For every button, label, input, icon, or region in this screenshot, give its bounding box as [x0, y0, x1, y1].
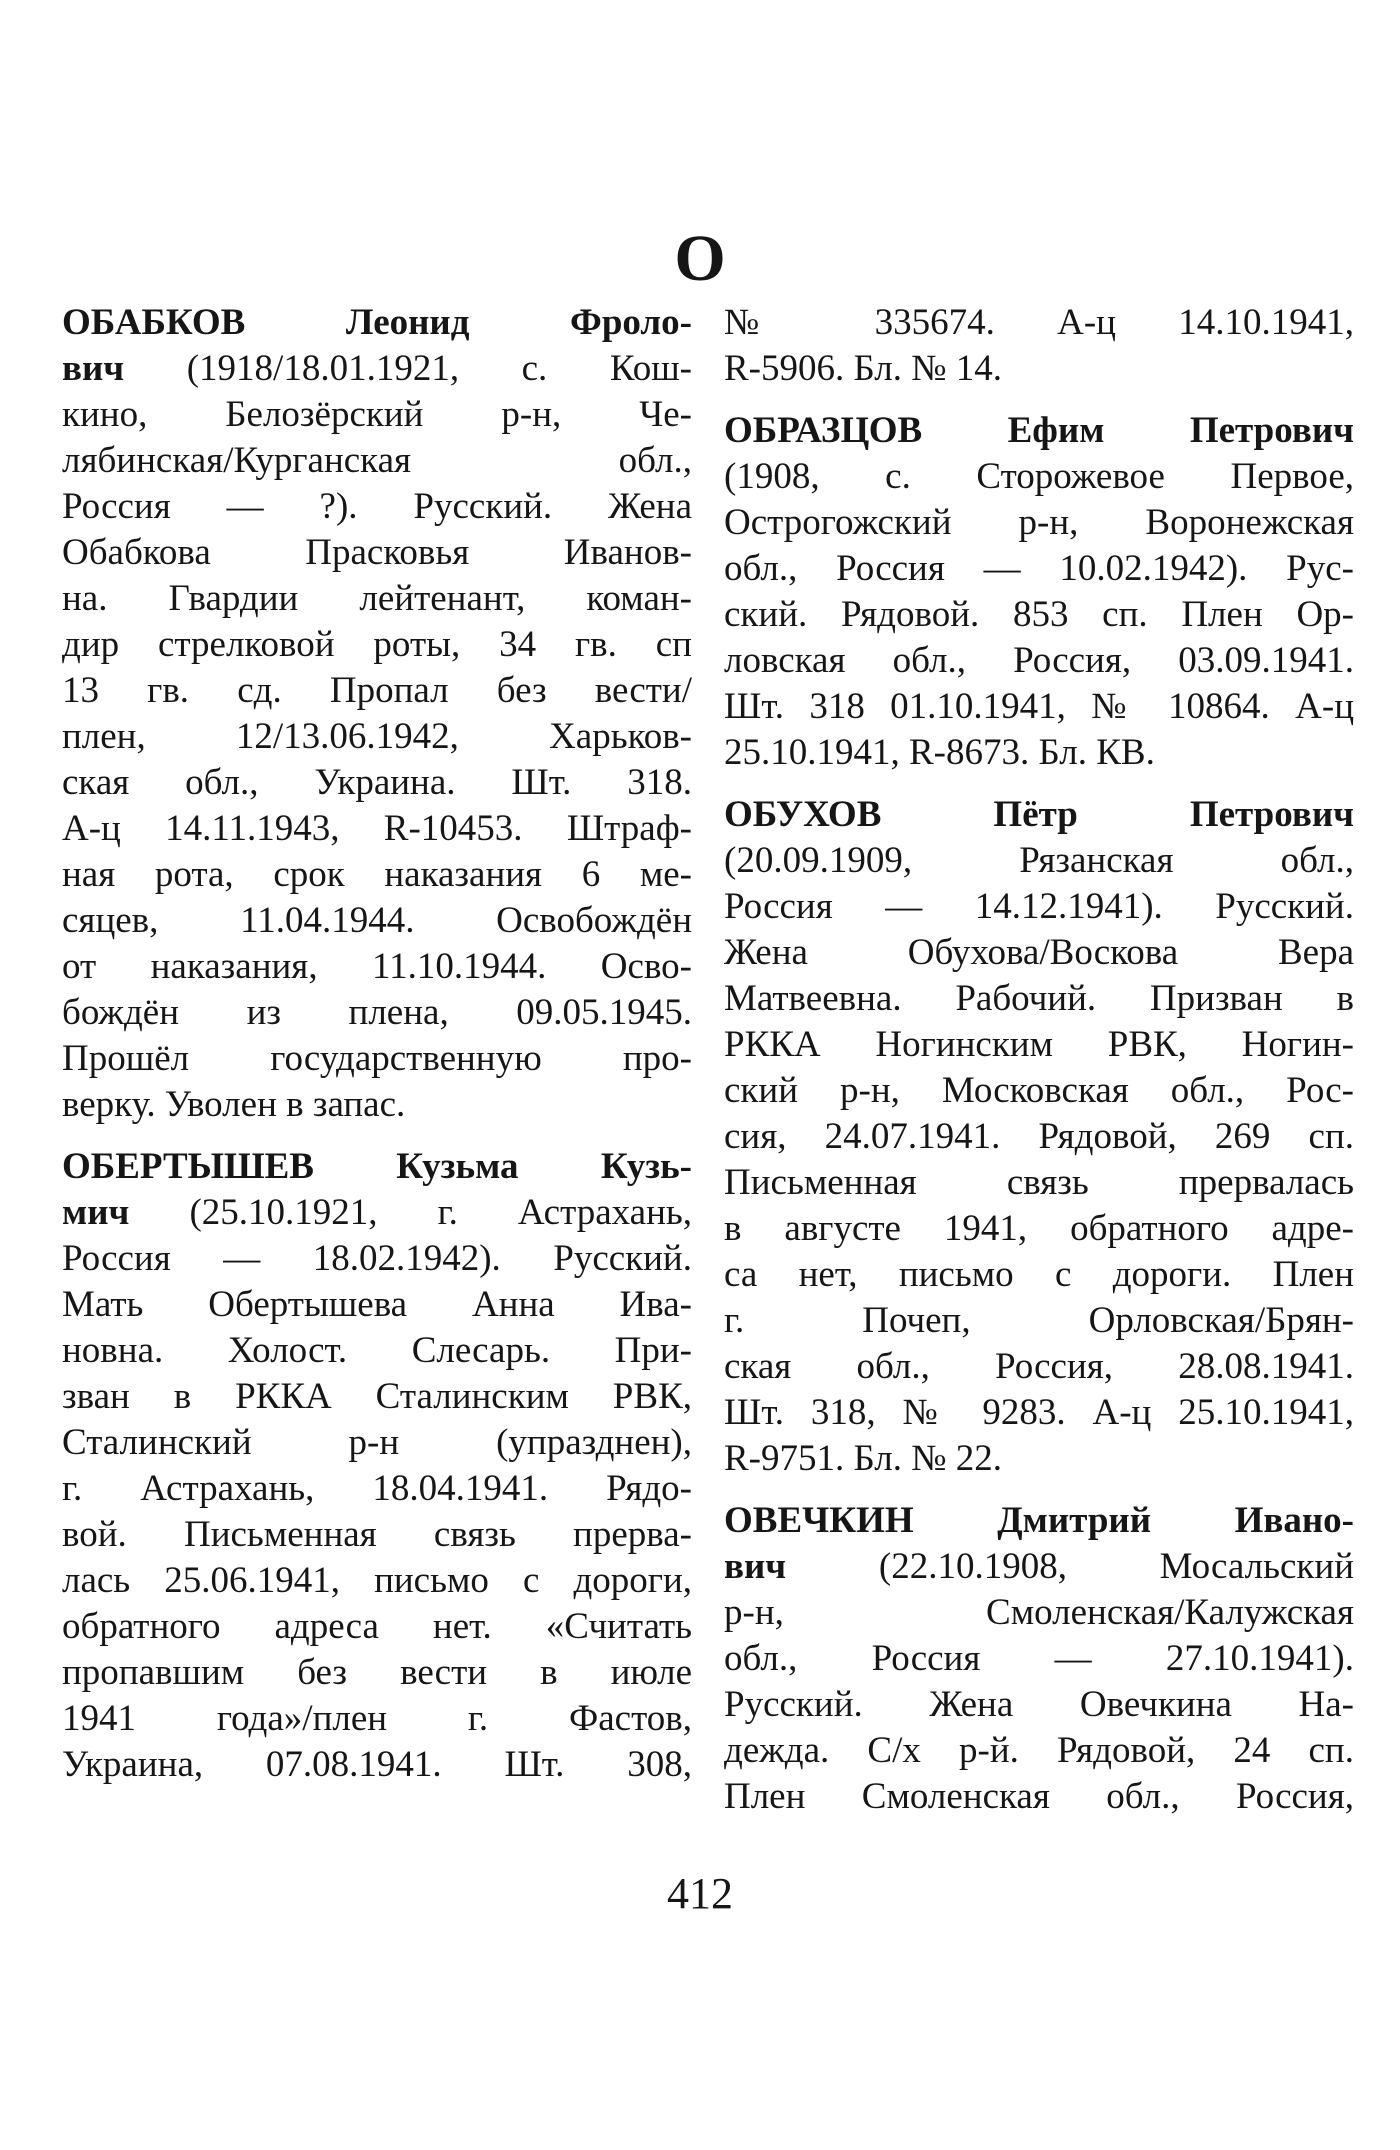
- entry-line-text: ская обл., Россия, 28.08.1941.: [724, 1346, 1354, 1387]
- entry-line-text: Жена Обухова/Воскова Вера: [724, 932, 1354, 973]
- entry-line-text: Россия — 14.12.1941). Русский.: [724, 886, 1354, 927]
- entry-name-bold: ОБРАЗЦОВ Ефим Петрович: [724, 410, 1354, 451]
- entry-line-text: Матвеевна. Рабочий. Призван в: [724, 978, 1354, 1019]
- entry-line: [724, 454, 1354, 500]
- entry-line-text: ная рота, срок наказания 6 ме-: [62, 854, 692, 895]
- entry-line: [62, 392, 692, 438]
- entry-line: [724, 346, 1354, 392]
- entry-line-text: ловская обл., Россия, 03.09.1941.: [724, 640, 1354, 681]
- entry-line: [724, 1390, 1354, 1436]
- entry-line: [62, 1236, 692, 1282]
- entry-line-text: плен, 12/13.06.1942, Харьков-: [62, 716, 692, 757]
- entry-line: [62, 530, 692, 576]
- entry-line-text: (22.10.1908, Мосальский: [786, 1546, 1354, 1587]
- entry-name-bold: ОБУХОВ Пётр Петрович: [724, 794, 1354, 835]
- entry-line-text: Мать Обертышева Анна Ива-: [62, 1284, 692, 1325]
- entry-line: [724, 1636, 1354, 1682]
- entry-name-bold: ОВЕЧКИН Дмитрий Ивано-: [724, 1500, 1354, 1541]
- entry-line-text: Россия — 18.02.1942). Русский.: [62, 1238, 692, 1279]
- entry-line-text: сяцев, 11.04.1944. Освобождён: [62, 900, 692, 941]
- entry-line-text: зван в РККА Сталинским РВК,: [62, 1376, 692, 1417]
- entry-line-text: дежда. С/х р-й. Рядовой, 24 сп.: [724, 1730, 1354, 1771]
- entry-line: [62, 622, 692, 668]
- entry-line-text: р-н, Смоленская/Калужская: [724, 1592, 1354, 1633]
- entry-line-text: (1908, с. Сторожевое Первое,: [724, 456, 1354, 497]
- entry-line: [62, 714, 692, 760]
- entry-line-text: 13 гв. сд. Пропал без вести/: [62, 670, 692, 711]
- entry-line-text: бождён из плена, 09.05.1945.: [62, 992, 692, 1033]
- entry-line: [724, 1160, 1354, 1206]
- entry-line: [724, 1114, 1354, 1160]
- entry-line-text: обл., Россия — 27.10.1941).: [724, 1638, 1354, 1679]
- entry-line: [62, 438, 692, 484]
- entry-line-text: обратного адреса нет. «Считать: [62, 1606, 692, 1647]
- entry-line: [62, 300, 692, 346]
- entry-line-text: дир стрелковой роты, 34 гв. сп: [62, 624, 692, 665]
- entry-line: [724, 792, 1354, 838]
- entry-line-text: Письменная связь прервалась: [724, 1162, 1354, 1203]
- entry-line: [724, 838, 1354, 884]
- directory-entry: [724, 1498, 1354, 1820]
- entry-line: [724, 1590, 1354, 1636]
- entry-line: [724, 1728, 1354, 1774]
- entry-line: [62, 1742, 692, 1788]
- entry-name-bold: мич: [62, 1192, 130, 1233]
- entry-line-text: Обабкова Прасковья Иванов-: [62, 532, 692, 573]
- entry-line-text: Острогожский р-н, Воронежская: [724, 502, 1354, 543]
- entry-line-text: са нет, письмо с дороги. Плен: [724, 1254, 1354, 1295]
- entry-line: [62, 944, 692, 990]
- entry-line-text: в августе 1941, обратного адре-: [724, 1208, 1354, 1249]
- entry-line: [724, 1344, 1354, 1390]
- entry-line: [62, 1604, 692, 1650]
- entry-line-text: пропавшим без вести в июле: [62, 1652, 692, 1693]
- entry-line-text: (25.10.1921, г. Астрахань,: [129, 1192, 692, 1233]
- entry-line-text: г. Почеп, Орловская/Брян-: [724, 1300, 1354, 1341]
- entry-line: [62, 1558, 692, 1604]
- entry-line: [62, 1374, 692, 1420]
- entry-line-text: Плен Смоленская обл., Россия,: [724, 1776, 1354, 1817]
- entry-line: [62, 1420, 692, 1466]
- entry-line: [62, 1190, 692, 1236]
- entry-line-text: на. Гвардии лейтенант, коман-: [62, 578, 692, 619]
- entry-line-text: сия, 24.07.1941. Рядовой, 269 сп.: [724, 1116, 1354, 1157]
- entry-line: [724, 408, 1354, 454]
- entry-line: [62, 346, 692, 392]
- directory-entry: [724, 408, 1354, 776]
- entry-line: [62, 1512, 692, 1558]
- entry-line: [724, 638, 1354, 684]
- entry-line-text: верку. Уволен в запас.: [62, 1084, 406, 1125]
- entry-line: [62, 1282, 692, 1328]
- entry-line: [62, 1650, 692, 1696]
- entry-line: [724, 1682, 1354, 1728]
- entry-line: [62, 1696, 692, 1742]
- entry-line: [724, 684, 1354, 730]
- entry-line: [62, 484, 692, 530]
- entry-line-text: 1941 года»/плен г. Фастов,: [62, 1698, 692, 1739]
- entry-line: [724, 592, 1354, 638]
- entry-line-text: № 335674. А-ц 14.10.1941,: [724, 302, 1354, 343]
- entry-line: [62, 898, 692, 944]
- entry-name-bold: ОБАБКОВ Леонид Фроло-: [62, 302, 692, 343]
- entry-line-text: г. Астрахань, 18.04.1941. Рядо-: [62, 1468, 692, 1509]
- entry-line: [724, 1436, 1354, 1482]
- entry-line: [724, 1022, 1354, 1068]
- entry-line: [724, 1544, 1354, 1590]
- entry-line: [724, 884, 1354, 930]
- directory-entry: [62, 1144, 692, 1788]
- entry-line-text: Прошёл государственную про-: [62, 1038, 692, 1079]
- entry-line-text: вой. Письменная связь прерва-: [62, 1514, 692, 1555]
- entry-line: [724, 1774, 1354, 1820]
- entry-line-text: новна. Холост. Слесарь. При-: [62, 1330, 692, 1371]
- text-columns: [62, 300, 1354, 1820]
- entry-line: [62, 576, 692, 622]
- entry-line-text: лябинская/Курганская обл.,: [62, 440, 692, 481]
- entry-name-bold: вич: [724, 1546, 787, 1587]
- entry-line-text: от наказания, 11.10.1944. Осво-: [62, 946, 692, 987]
- entry-line-text: обл., Россия — 10.02.1942). Рус-: [724, 548, 1354, 589]
- entry-line-text: ский р-н, Московская обл., Рос-: [724, 1070, 1354, 1111]
- entry-line: [724, 1498, 1354, 1544]
- entry-line: [724, 300, 1354, 346]
- entry-line: [724, 1068, 1354, 1114]
- entry-line: [62, 668, 692, 714]
- entry-line: [62, 1466, 692, 1512]
- entry-line: [724, 1252, 1354, 1298]
- entry-line: [724, 976, 1354, 1022]
- entry-line-text: Украина, 07.08.1941. Шт. 308,: [62, 1744, 692, 1785]
- entry-line: [62, 1144, 692, 1190]
- entry-name-bold: ОБЕРТЫШЕВ Кузьма Кузь-: [62, 1146, 692, 1187]
- entry-line-text: (1918/18.01.1921, с. Кош-: [124, 348, 692, 389]
- entry-line-text: ская обл., Украина. Шт. 318.: [62, 762, 692, 803]
- entry-line: [724, 500, 1354, 546]
- left-column: [62, 300, 692, 1788]
- entry-name-bold: вич: [62, 348, 125, 389]
- entry-line-text: R-5906. Бл. № 14.: [724, 348, 1003, 389]
- entry-line: [62, 1036, 692, 1082]
- directory-entry: [724, 792, 1354, 1482]
- right-column: [724, 300, 1354, 1820]
- page-number: 412: [667, 1869, 733, 1918]
- entry-line: [724, 730, 1354, 776]
- entry-line-text: кино, Белозёрский р-н, Че-: [62, 394, 692, 435]
- directory-entry: [724, 300, 1354, 392]
- entry-line-text: РККА Ногинским РВК, Ногин-: [724, 1024, 1354, 1065]
- entry-line-text: Русский. Жена Овечкина На-: [724, 1684, 1354, 1725]
- entry-line: [62, 1328, 692, 1374]
- entry-line-text: А-ц 14.11.1943, R-10453. Штраф-: [62, 808, 692, 849]
- entry-line-text: Сталинский р-н (упразднен),: [62, 1422, 692, 1463]
- entry-line-text: Россия — ?). Русский. Жена: [62, 486, 692, 527]
- entry-line: [724, 930, 1354, 976]
- entry-line: [62, 990, 692, 1036]
- entry-line-text: Шт. 318 01.10.1941, № 10864. А-ц: [724, 686, 1354, 727]
- entry-line: [62, 760, 692, 806]
- entry-line: [62, 1082, 692, 1128]
- entry-line-text: ский. Рядовой. 853 сп. Плен Ор-: [724, 594, 1354, 635]
- entry-line: [724, 546, 1354, 592]
- directory-entry: [62, 300, 692, 1128]
- entry-line: [724, 1206, 1354, 1252]
- entry-line-text: лась 25.06.1941, письмо с дороги,: [62, 1560, 692, 1601]
- entry-line-text: 25.10.1941, R-8673. Бл. КВ.: [724, 732, 1155, 773]
- entry-line: [724, 1298, 1354, 1344]
- entry-line-text: Шт. 318, № 9283. А-ц 25.10.1941,: [724, 1392, 1354, 1433]
- entry-line-text: R-9751. Бл. № 22.: [724, 1438, 1003, 1479]
- entry-line: [62, 852, 692, 898]
- entry-line: [62, 806, 692, 852]
- section-letter-heading: О: [674, 222, 726, 295]
- entry-line-text: (20.09.1909, Рязанская обл.,: [724, 840, 1354, 881]
